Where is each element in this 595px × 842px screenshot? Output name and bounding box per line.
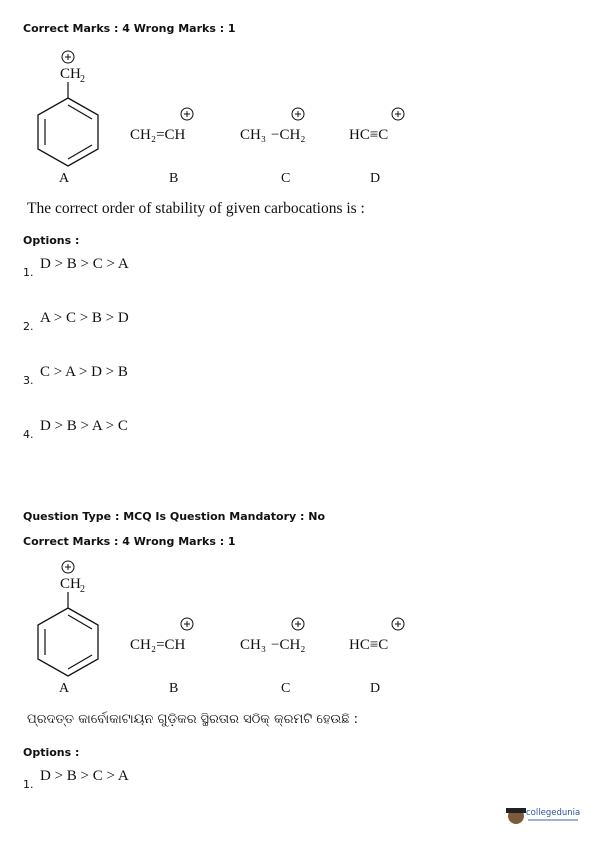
structure-a-sub: 2 <box>80 584 85 595</box>
graduation-cap-icon <box>508 808 524 824</box>
option-text: C > A > D > B <box>40 364 128 380</box>
label-b: B <box>169 681 179 696</box>
option-text: D > B > C > A <box>40 768 129 784</box>
structure-c-formula-2: −CH₂ <box>271 637 306 653</box>
q2-options-label: Options : <box>23 746 80 759</box>
structure-b-formula: CH₂=CH <box>130 637 186 653</box>
structure-a-ch: CH <box>60 66 81 82</box>
structure-c-formula-1: CH₃ <box>240 127 267 143</box>
q1-structures <box>22 48 452 188</box>
q2-structures <box>22 558 452 698</box>
q2-question-text: ପ୍ରଦତ୍ତ କାର୍ବୋକାଟାୟନ ଗୁଡ଼ିକର ସ୍ଥିରତାର ସଠିକ୍ କ୍ରମଟି ହେଉଛି : <box>27 712 359 727</box>
q1-question-text: The correct order of stability of given carbocations is : <box>27 200 365 217</box>
q1-options-label: Options : <box>23 234 80 247</box>
option-text: D > B > C > A <box>40 256 129 272</box>
structure-b <box>130 108 193 186</box>
structure-c <box>240 108 306 186</box>
structure-d <box>349 108 404 186</box>
structure-b <box>130 618 193 696</box>
structure-a-ch: CH <box>60 576 81 592</box>
structure-c-formula-2: −CH₂ <box>271 127 306 143</box>
label-a: A <box>59 171 70 186</box>
q1-marks: Correct Marks : 4 Wrong Marks : 1 <box>23 22 236 35</box>
q2-marks: Correct Marks : 4 Wrong Marks : 1 <box>23 535 236 548</box>
structure-d-formula: HC≡C <box>349 127 389 143</box>
structure-c <box>240 618 306 696</box>
structure-a <box>38 561 98 696</box>
label-b: B <box>169 171 179 186</box>
label-c: C <box>281 681 291 696</box>
option-text: A > C > B > D <box>40 310 129 326</box>
option-number: 1. <box>23 266 34 279</box>
structure-c-formula-1: CH₃ <box>240 637 267 653</box>
option-number: 4. <box>23 428 34 441</box>
structure-d-formula: HC≡C <box>349 637 389 653</box>
structure-a <box>38 51 98 186</box>
label-d: D <box>370 171 381 186</box>
structure-b-formula: CH₂=CH <box>130 127 186 143</box>
option-number: 1. <box>23 778 34 791</box>
option-text: D > B > A > C <box>40 418 128 434</box>
collegedunia-logo <box>506 805 584 827</box>
option-number: 3. <box>23 374 34 387</box>
option-number: 2. <box>23 320 34 333</box>
structure-d <box>349 618 404 696</box>
label-d: D <box>370 681 381 696</box>
structure-a-sub: 2 <box>80 74 85 85</box>
label-a: A <box>59 681 70 696</box>
logo-tagline-line <box>528 819 578 821</box>
q2-type-line: Question Type : MCQ Is Question Mandatory : No <box>23 510 326 523</box>
logo-brand-text: collegedunia <box>526 808 581 818</box>
label-c: C <box>281 171 291 186</box>
